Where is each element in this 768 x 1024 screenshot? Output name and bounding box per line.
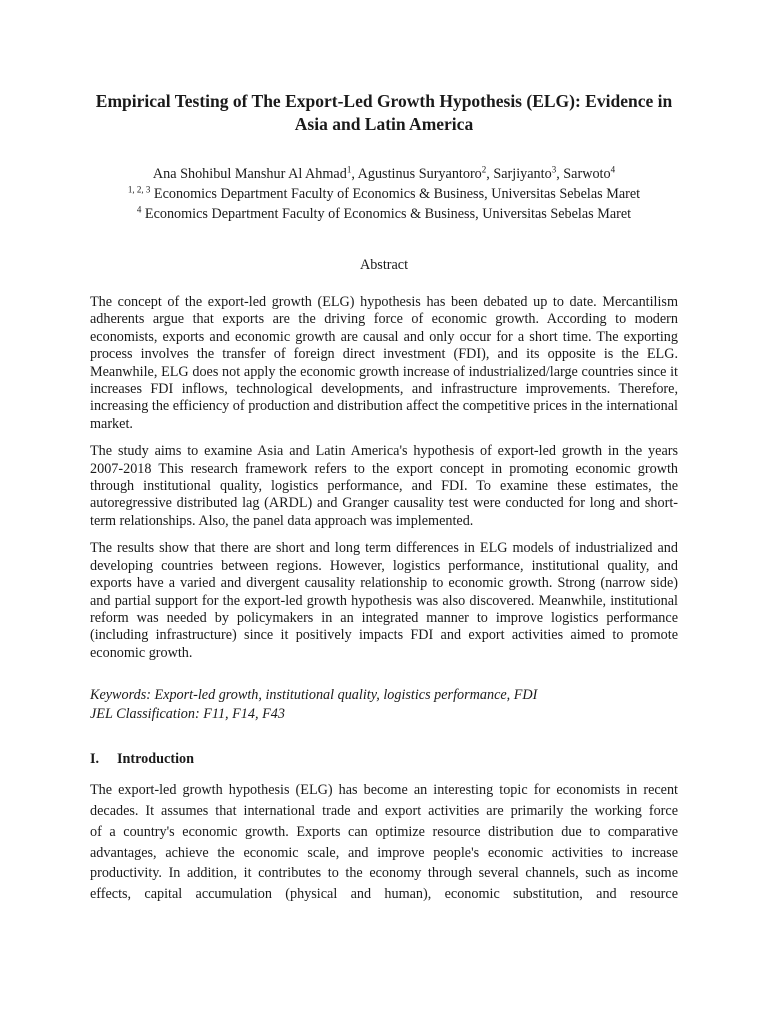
paper-title <box>90 90 678 136</box>
affiliation-1 <box>90 184 678 204</box>
introduction-paragraph <box>90 780 678 905</box>
affiliation-text: Economics Department Faculty of Economics & Business, Universitas Sebelas Maret <box>141 206 632 222</box>
author-superscript: 4 <box>610 164 616 175</box>
intro-line: effects, capital accumulation (physical and human), economic substitution, and resource <box>90 886 678 903</box>
author-superscript: 2 <box>481 164 487 175</box>
keywords-block <box>90 686 678 724</box>
author-superscript: 1 <box>346 164 352 175</box>
author-separator: , <box>556 166 564 182</box>
author-separator: , <box>351 166 358 182</box>
intro-line: The export-led growth hypothesis (ELG) has become an interesting topic for economists in recent <box>90 782 678 799</box>
author-name: Sarjiyanto <box>493 166 552 182</box>
author-name: Ana Shohibul Manshur Al Ahmad <box>152 166 347 182</box>
intro-line: productivity. In addition, it contributes to the economy through several channels, such as income <box>90 865 678 882</box>
affiliation-superscript: 1, 2, 3 <box>127 184 151 195</box>
section-number: I. <box>90 751 100 768</box>
abstract-paragraph: The study aims to examine Asia and Latin America's hypothesis of export-led growth in the years 2007-2018 This research framework refers to the export concept in promoting economic growth through institutional quality, logistics performance, and FDI. To examine these estimates, the autoregressive distributed lag (ARDL) and Granger causality test were conducted for long and short-term relationships. Also, the panel data approach was implemented. <box>90 443 678 529</box>
abstract-paragraph: The concept of the export-led growth (ELG) hypothesis has been debated up to date. Mercantilism adherents argue that exports are the driving force of economic growth. According to modern economists, exports and economic growth are causal and only occur for a short time. The exporting process involves the transfer of foreign direct investment (FDI), and its opposite is the ELG. Meanwhile, ELG does not apply the economic growth increase of industrialized/large countries since it increases FDI inflows, technological developments, and infrastructure improvements. Therefore, increasing the efficiency of production and distribution affect the competitive prices in the international market. <box>90 294 678 432</box>
affiliation-2 <box>90 204 678 224</box>
affiliation-superscript: 4 <box>136 204 142 215</box>
intro-line: of a country's economic growth. Exports can optimize resource distribution due to comparative <box>90 823 678 840</box>
author-name: Sarwoto <box>563 166 611 182</box>
jel-classification-line: JEL Classification: F11, F14, F43 <box>90 706 285 723</box>
intro-line: advantages, achieve the economic scale, and improve people's economic activities to increase <box>90 844 678 861</box>
affiliation-text: Economics Department Faculty of Economics & Business, Universitas Sebelas Maret <box>150 186 641 202</box>
author-separator: , <box>486 166 494 182</box>
title-line-2: Asia and Latin America <box>294 114 474 134</box>
author-superscript: 3 <box>551 164 557 175</box>
abstract-paragraph: The results show that there are short and long term differences in ELG models of industrialized and developing countries between regions. However, logistics performance, institutional quality, and exports have a varied and divergent causality relationship to economic growth. Strong (narrow side) and partial support for the export-led growth hypothesis was also discovered. Meanwhile, institutional reform was needed by policymakers in an integrated manner to improve logistics performance (including infrastructure) since it positively impacts FDI and export activities aimed to promote economic growth. <box>90 540 678 661</box>
abstract-heading: Abstract <box>359 257 409 273</box>
intro-line: decades. It assumes that international trade and export activities are primarily the working force <box>90 802 678 819</box>
title-line-1: Empirical Testing of The Export-Led Growth Hypothesis (ELG): Evidence in <box>95 91 673 111</box>
author-list <box>90 164 678 184</box>
section-title: Introduction <box>117 751 194 768</box>
section-heading-introduction <box>90 750 678 768</box>
keywords-line: Keywords: Export-led growth, institutional quality, logistics performance, FDI <box>90 687 538 704</box>
author-name: Agustinus Suryantoro <box>357 166 482 182</box>
